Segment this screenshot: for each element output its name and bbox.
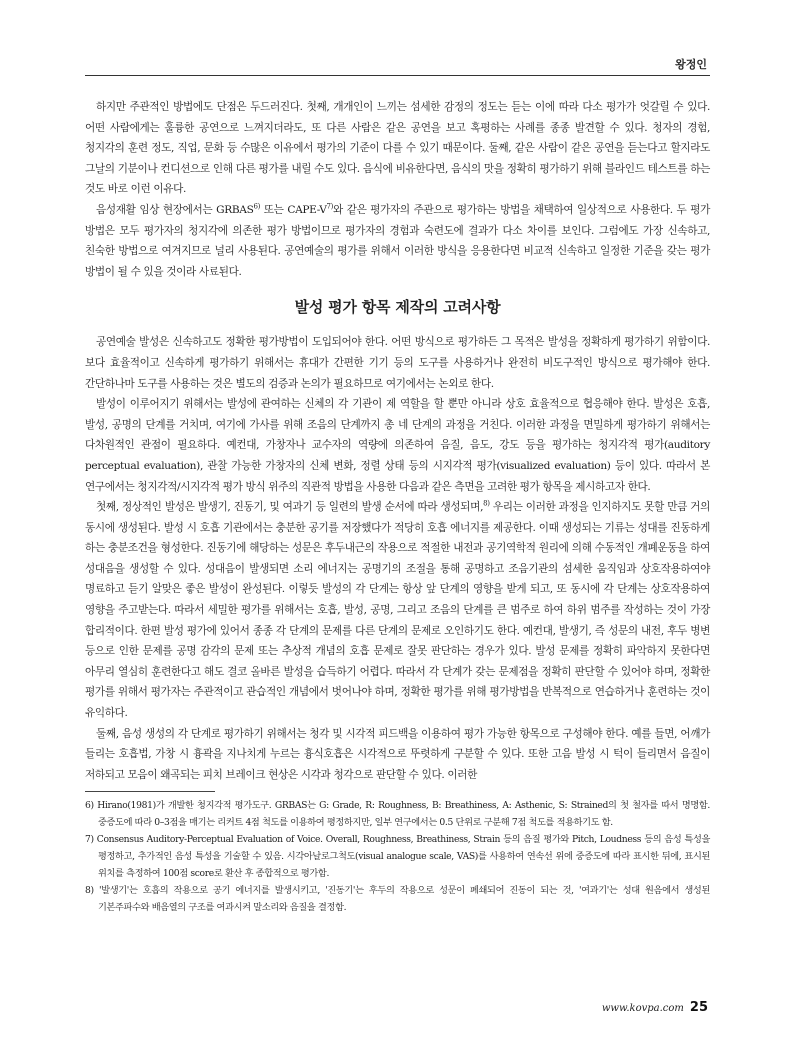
section-p3-text-a: 첫째, 정상적인 발성은 발생기, 진동기, 및 여과기 등 일련의 발생 순서에 따라 생성되며, bbox=[96, 501, 484, 514]
section-heading: 발성 평가 항목 제작의 고려사항 bbox=[294, 298, 501, 317]
intro-p2-text-b: 또는 CAPE-V bbox=[259, 203, 327, 216]
footnote-divider bbox=[85, 791, 215, 792]
footnote-ref-6: 6) bbox=[253, 202, 260, 211]
footnotes bbox=[85, 797, 710, 916]
section-paragraph-4: 둘째, 음성 생성의 각 단계로 평가하기 위해서는 청각 및 시각적 피드백을 이용하여 평가 가능한 항목으로 구성해야 한다. 예를 들면, 어깨가 들리는 호흡법, 가창 시 흉곽을 지나치게 누르는 흉식호흡은 시각적으로 뚜렷하게 구분할 수 있다. 또한 고음 발성 시 턱이 들리면서 음질이 저하되고 모음이 왜곡되는 피치 브레이크 현상은 시각과 청각으로 판단할 수 있다. 이러한 bbox=[85, 727, 710, 781]
footnote-8: 8) '발생기'는 호흡의 작용으로 공기 에너지를 발생시키고, '진동기'는 후두의 작용으로 성문이 폐쇄되어 진동이 되는 것, '여과기'는 성대 원음에서 생성된 기본주파수와 배음열의 구조를 여과시켜 말소리와 음질을 결정함. bbox=[85, 885, 710, 914]
page-number: 25 bbox=[689, 1000, 708, 1015]
section-paragraph-1: 공연예술 발성은 신속하고도 정확한 평가방법이 도입되어야 한다. 어떤 방식으로 평가하든 그 목적은 발성을 정확하게 평가하기 위함이다. 보다 효율적이고 신속하게 평가하기 위해서는 휴대가 간편한 기기 등의 도구를 사용하거나 완전히 비도구적인 방식으로 평가해야 한다. 간단하나마 도구를 사용하는 것은 별도의 검증과 논의가 필요하므로 여기에서는 논외로 한다. bbox=[85, 336, 710, 390]
footnote-6: 6) Hirano(1981)가 개발한 청지각적 평가도구. GRBAS는 G: Grade, R: Roughness, B: Breathiness, A: Asthenic, S: Strained의 첫 철자를 따서 명명함. 중증도에 따라 0–3점을 매기는 리커트 4점 척도를 이용하여 평정하지만, 일부 연구에서는 0.5 단위로 구분해 7점 척도를 적용하기도 함. bbox=[85, 800, 710, 829]
intro-p2-text-c: 와 같은 평가자의 주관으로 평가하는 방법을 채택하여 일상적으로 사용한다. 두 평가 방법은 모두 평가자의 청지각에 의존한 평가 방법이므로 평가자의 경험과 숙련도에 결과가 다소 차이를 보인다. 그럼에도 가장 신속하고, 친숙한 방법으로 여겨지므로 널리 사용된다. 공연예술의 평가를 위해서 이러한 방식을 응용한다면 비교적 신속하고 일정한 기준을 갖는 평가 방법이 될 수 있을 것이라 사료된다. bbox=[85, 203, 710, 278]
footer-url[interactable]: www.kovpa.com bbox=[601, 1003, 684, 1014]
intro-paragraph-2 bbox=[85, 200, 710, 282]
footnote-ref-7: 7) bbox=[326, 202, 334, 211]
footnote-7: 7) Consensus Auditory-Perceptual Evaluation of Voice. Overall, Roughness, Breathiness, Strain 등의 음질 평가와 Pitch, Loudness 등의 음성 특성을 평정하고, 추가적인 음성 특성을 기술할 수 있음. 시각아날로그척도(visual analogue scale, VAS)를 사용하여 연속선 위에 중증도에 따라 표시한 뒤에, 표시된 위치를 측정하여 100점 score로 환산 후 종합적으로 평가함. bbox=[85, 834, 710, 880]
intro-p2-text-a: 음성재활 임상 현장에서는 GRBAS bbox=[96, 203, 254, 216]
header-divider bbox=[85, 75, 710, 76]
footnote-ref-8: 8) bbox=[483, 499, 490, 508]
section-paragraph-3 bbox=[85, 497, 710, 724]
page-footer bbox=[602, 1000, 708, 1015]
section-p3-text-b: 우리는 이러한 과정을 인지하지도 못할 만큼 거의 동시에 생성된다. 발성 시 호흡 기관에서는 충분한 공기를 저장했다가 적당히 호흡 에너지를 제공한다. 이때 생성되는 기류는 성대를 진동하게 하는 충분조건을 형성한다. 진동기에 해당하는 성문은 후두내근의 작용으로 적절한 내전과 공기역학적 원리에 의해 수동적인 개폐운동을 하여 성대음을 생성할 수 있다. 성대음이 발생되면 소리 에너지는 공명기의 조절을 통해 공명하고 조음기관의 섬세한 움직임과 상호작용하여야 명료하고 듣기 알맞은 좋은 발성이 완성된다. 이렇듯 발성의 각 단계는 항상 앞 단계의 영향을 받게 되고, 또 동시에 각 단계는 상호작용하여 영향을 주고받는다. 따라서 세밀한 평가를 위해서는 호흡, 발성, 공명, 그리고 조음의 단계를 큰 범주로 하여 하위 범주를 작성하는 것이 가장 합리적이다. 한편 발성 평가에 있어서 종종 각 단계의 문제를 다른 단계의 문제로 오인하기도 한다. 예컨대, 발생기, 즉 성문의 내전, 후두 병변 등으로 인한 문제를 공명 감각의 문제 또는 추상적 개념의 호흡 문제로 잘못 판단하는 경우가 있다. 발성 문제를 정확히 파악하지 못한다면 아무리 열심히 훈련한다고 해도 결코 올바른 발성을 습득하기 어렵다. 따라서 각 단계가 갖는 문제점을 정확히 판단할 수 있어야 하며, 정확한 평가를 위해서 평가자는 주관적이고 관습적인 개념에서 벗어나야 하며, 정확한 평가를 위해 평가방법을 반복적으로 연습하거나 훈련하는 것이 유익하다. bbox=[85, 501, 710, 720]
section-paragraph-2: 발성이 이루어지기 위해서는 발성에 관여하는 신체의 각 기관이 제 역할을 할 뿐만 아니라 상호 효율적으로 협응해야 한다. 발성은 호흡, 발성, 공명의 단계를 거치며, 여기에 가사를 위해 조음의 단계까지 총 네 단계의 과정을 거친다. 이러한 과정을 면밀하게 평가하기 위해서는 다차원적인 관점이 필요하다. 예컨대, 가창자나 교수자의 역량에 의존하여 음질, 음도, 강도 등을 평가하는 청지각적 평가(auditory perceptual evaluation), 관찰 가능한 가창자의 신체 변화, 정렬 상태 등의 시지각적 평가(visualized evaluation) 등이 있다. 따라서 본 연구에서는 청지각적/시지각적 평가 방식 위주의 직관적 방법을 사용한 다음과 같은 측면을 고려한 평가 항목을 제시하고자 한다. bbox=[85, 398, 710, 493]
intro-paragraph-1: 하지만 주관적인 방법에도 단점은 두드러진다. 첫째, 개개인이 느끼는 섬세한 감정의 정도는 듣는 이에 따라 다소 평가가 엇갈릴 수 있다. 어떤 사람에게는 훌륭한 공연으로 느껴지더라도, 또 다른 사람은 같은 공연을 보고 혹평하는 사례를 종종 발견할 수 있다. 청자의 경험, 청지각의 훈련 정도, 직업, 문화 등 수많은 이유에서 평가의 기준이 다를 수 있기 때문이다. 둘째, 같은 사람이 같은 공연을 듣는다고 할지라도 그날의 기분이나 컨디션으로 인해 다른 평가를 내릴 수도 있다. 음식에 비유한다면, 음식의 맛을 정확히 평가하기 위해 블라인드 테스트를 하는 것도 바로 이런 이유다. bbox=[85, 101, 710, 196]
running-header-author: 왕정인 bbox=[675, 58, 707, 71]
article-body bbox=[85, 97, 710, 916]
